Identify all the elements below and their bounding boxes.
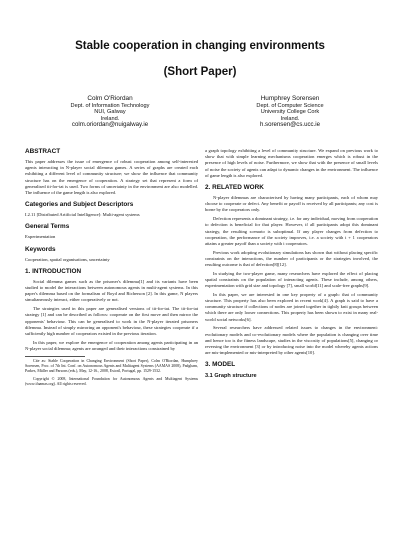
related-work-heading: 2. RELATED WORK [205,184,264,192]
body-paragraph: Previous work adopting evolutionary simulations has shown that without placing specific constraints on the interactions, the number of participants or the strategies involved, the resulting outcome is that of defection[8][12]. [205,249,378,268]
author-block-1 [35,96,185,129]
author-name: Humphrey Sorensen [260,95,320,102]
graph-structure-heading: 3.1 Graph structure [205,373,257,380]
introduction-paragraph: In this paper, we explore the emergence of cooperation among agents participating in an N-player social dilemma; agents are arranged and their interactions constrained by [25,339,198,351]
author-country: Ireland. [100,115,120,122]
body-paragraph: N-player dilemmas are characterised by having many participants, each of whom may choose to cooperate or defect. Any benefit or payoff is received by all participants; any cost is borne by the cooperators only. [205,195,378,213]
categories-text: I.2.11 [Distributed Artificial Intelligence]: Multi-agent systems [25,212,140,218]
body-paragraph: In studying the two-player game, many researchers have explored the effect of placing spatial constraints on the population of interacting agents. These include, among others, experimentation with grid size and topology [7], small world[11] and scale-free graphs[9]. [205,270,378,289]
keywords-heading: Keywords [25,245,56,253]
body-paragraph: In this paper, we are interested in one key property of a graph: that of community structure. This property has also been explored in recent work[4]. A graph is said to have a community structure if collections of nodes are joined together in tightly knit groups between which there are only looser connections. This property has been shown to exist in many real-world social networks[6]. [205,291,378,322]
author-dept: Dept. of Information Technology [70,102,150,109]
citation-footnote: Cite as: Stable Cooperation in Changing Environment (Short Paper), Colm O'Riordan, Humphrey Sorensen, Proc. of 7th Int. Conf. on Autonomous Agents and Multiagent Systems (AAMAS 2008), Padgham, Parkes, Müller and Parsons (eds.), May, 12-16., 2008, Estoril, Portugal, pp. 1529-1532. [25,359,198,374]
terms-heading: General Terms [25,223,70,231]
author-email: h.sorensen@cs.ucc.ie [259,121,321,129]
author-block-2 [215,96,365,129]
body-paragraph: a graph topology exhibiting a level of community structure. We expand on previous work to show that with simple learning mechanisms cooperation emerges which is robust in the presence of high levels of noise. Furthermore, we show that with the presence of small levels of noise the society of agents can adapt to dynamic changes in the environment. The influence of game length is also explored. [205,148,378,178]
author-email: colm.oriordan@nuigalway.ie [71,121,149,129]
author-country: Ireland. [280,115,300,122]
author-dept: Dept. of Computer Science [256,102,324,109]
body-paragraph: Several researchers have addressed related issues to changes in the environment: evolutionary models and co-evolutionary models where the population is changing over time and hence too is the fitness landscape, studies in the viscosity of populations[5], changing or reversing the environment [3] or by introducing noise into the model whereby agents actions are mis-implemented or mis-interpreted by other agents[10]. [205,325,378,356]
abstract-text: This paper addresses the issue of emergence of robust cooperation among self-interested agents interacting in N-player social dilemma games. A series of graphs are created each exhibiting a different level of community structure; we show the influence that community structure has on the emergence of cooperation. A strategy set that represent a form of generalised tit-for-tat is used. Two forms of uncertainty in the environment are also modelled. The influence of the game length is also explored. [25,159,198,196]
left-column [25,148,198,390]
categories-heading: Categories and Subject Descriptors [25,201,134,209]
introduction-paragraph: Social dilemma games such as the prisoner's dilemma[1] and its variants have been studied to model the interactions between autonomous agents in multi-agent systems. In this paper's dilemma based on the formalism of Boyd and Richerson [2]. In this game, N players simultaneously interact, either cooperatively or not. [25,278,198,303]
abstract-heading: ABSTRACT [25,148,61,155]
footnote-rule [25,356,85,357]
keywords-text: Cooperation, spatial organisations, uncertainty [25,256,110,262]
right-column [205,148,378,382]
author-inst: NUI, Galway [94,109,126,116]
terms-text: Experimentation [25,234,56,240]
author-inst: University College Cork [260,109,320,116]
paper-subtitle: (Short Paper) [163,66,237,78]
introduction-heading: 1. INTRODUCTION [25,267,82,275]
copyright-footnote: Copyright © 2008, International Foundation for Autonomous Agents and Multiagent Systems (www.ifaamas.org). All rights reserved. [25,376,198,386]
paper-title: Stable cooperation in changing environments [75,40,325,52]
body-paragraph: Defection represents a dominant strategy, i.e. for any individual, moving from cooperation to defection is beneficial for that player. However, if all participants adopt this dominant strategy, the resulting scenario is suboptimal. If any player changes from defection to cooperation, the performance of the society improves, i.e. a society with i + 1 cooperators attains a greater payoff than a society with i cooperators. [205,216,378,246]
model-heading: 3. MODEL [205,361,236,369]
author-name: Colm O'Riordan [87,95,133,102]
introduction-paragraph: The strategies used in this paper are generalised versions of tit-for-tat. The tit-for-tat strategy [1] and can be described as follows: cooperate on the first move and then mirror the opponents' behaviour. This can be generalised to work in the N-player iterated prisoners dilemma. Instead of simply mirroring an opponent's behaviour, these strategies cooperate if a sufficiently high number of cooperators existed in the previous iteration. [25,306,198,336]
